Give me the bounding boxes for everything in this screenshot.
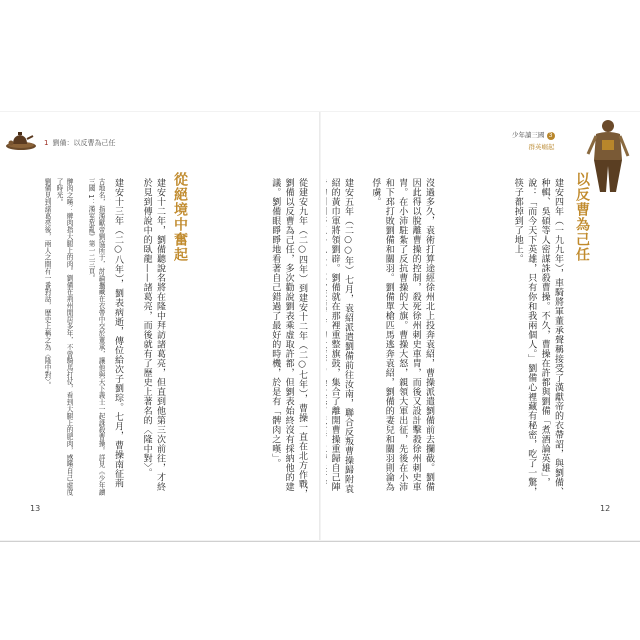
left-paragraph-3: 建安十三年（二○八年），劉表病逝，傳位給次子劉琮。七月，曹操南征荊 [113, 178, 123, 488]
right-paragraph-2: 沒過多久，袁術打算途經徐州北上投奔袁紹，曹操派遣劉備前去攔截。劉備因此得以脫離曹操的控制，殺死徐州刺史車冑，而後又設計擊殺徐州刺史車胄。在小沛駐紮了反抗曹操的大旗。曹操大怒，親領大軍出征，先後在小沛和下邳打敗劉備和關羽。劉備單槍匹馬逃奔袁紹，劉備的妻兒和關羽則淪為俘虜。 [370, 178, 434, 492]
right-page-number: 12 [600, 504, 611, 513]
series-name: 少年讀三國 [512, 131, 545, 139]
book-spread [0, 112, 640, 540]
volume-badge: 3 [547, 132, 555, 140]
right-section-title: 以反曹為己任 [574, 172, 590, 262]
series-title [512, 130, 555, 140]
left-section-title: 從絕境中奮起 [172, 172, 188, 262]
left-paragraph-1: 從建安九年（二○四年）到建安十二年（二○七年），曹操一直在北方作戰，劉備以反曹為己任，多次勸說劉表乘虛取許都，但劉表始終沒有採納他的建議。劉備眼睜睜地看著自己錯過了最好的時機，於是有「髀肉之嘆」。 [270, 178, 307, 499]
left-page-number: 13 [30, 504, 41, 513]
book-spine [319, 112, 321, 540]
right-paragraph-1: 建安四年（一九九年），車騎將軍董承聲稱接受了漢獻帝的衣帶詔，與劉備、种輯、吳碩等人密謀誅殺曹操。不久，曹操在許都與劉備「煮酒論英雄」，說：「而今天下英雄，只有你和我兩個人。」劉備心裡藏有秘密，吃了一驚，筷子都掉到了地上。 [512, 178, 563, 497]
teapot-icon [4, 124, 38, 152]
warrior-icon [586, 116, 630, 194]
chapter-number: 1 [44, 139, 49, 147]
footnote-2: 髀肉之嘆：髀肉指大腿上的肉。劉備在荊州閒居多年，不曾騎馬打仗，看到大腿上的肥肉，感嘆自己虛度了時光。 [55, 178, 73, 496]
volume-subtitle: 群英崛起 [528, 143, 555, 151]
left-page-header [44, 138, 115, 148]
right-paragraph-3: 建安五年（二○○年）七月，袁紹派遣劉備前往汝南，聯合反叛曹操歸附袁紹的黃巾軍將領劉辟。劉備就在那裡重整旗鼓，集合了離開曹操重歸自己陣 [329, 178, 353, 494]
chapter-title: 劉備：以反曹為己任 [52, 139, 116, 147]
left-paragraph-2: 建安十二年，劉備聽說名將在隆中拜訪諸葛亮，但直到他第三次前往，才終於見到傳說中的臥龍——諸葛亮，而後就有了歷史上著名的〈隆中對〉。 [141, 178, 165, 492]
bottom-rule [0, 541, 640, 542]
right-page-header [512, 130, 555, 151]
footnote-3: 劉備見到諸葛亮後，兩人之間有一番對話，歷史上稱之為〈隆中對〉。 [43, 178, 51, 389]
footnote-1: 古地名，指漢獻帝劉協所于，討論攜藏在衣帶中交於董承，讓他與天下義士一起誅殺曹操。詳見《少年讀三國 1：漢室危亂》第一二三頁。 [87, 178, 105, 496]
